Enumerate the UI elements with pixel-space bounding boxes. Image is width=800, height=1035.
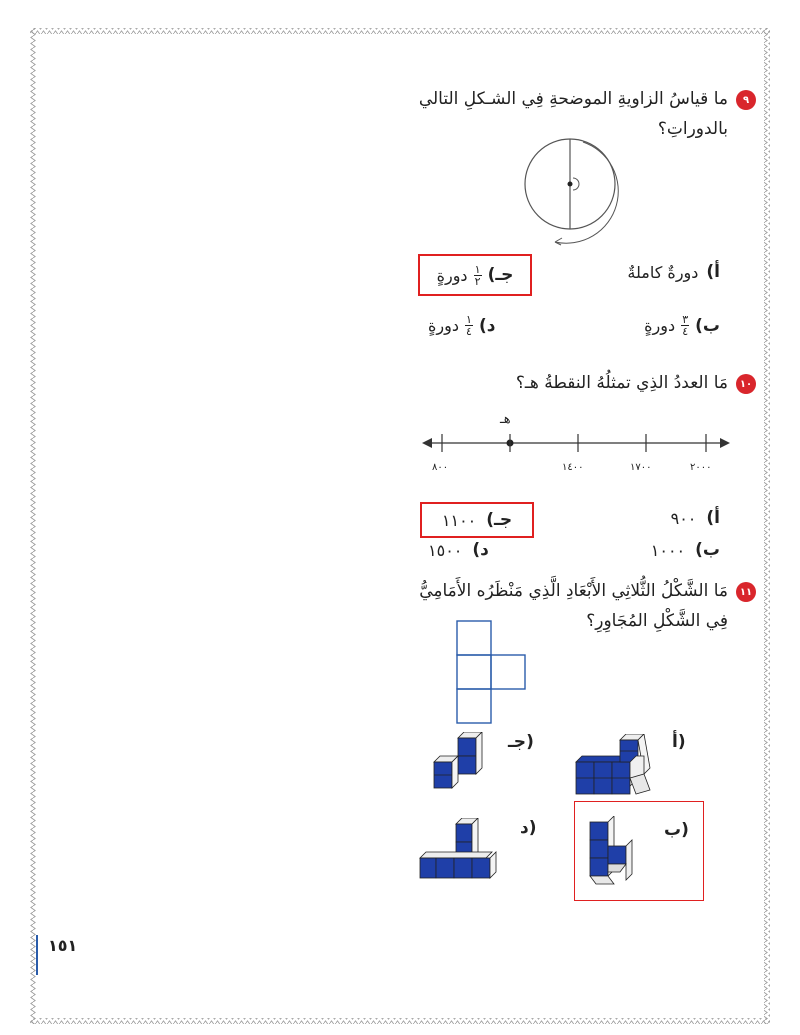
q9-option-d-text: دورةٍ <box>428 316 459 335</box>
q9-option-c-fraction <box>474 264 482 287</box>
q9-option-d-letter: د) <box>478 315 496 336</box>
q9-option-c-letter: جـ) <box>487 265 514 285</box>
tick-label-2000: ٢٠٠٠ <box>690 462 712 473</box>
q9-c-numerator: ١ <box>474 262 481 276</box>
question-11-text-line1: مَا الشَّكْلُ الثُّلاثِي الأَبْعَادِ الَّذِي مَنْظَرُه الأَمَامِيُّ <box>419 581 728 601</box>
tick-label-1700: ١٧٠٠ <box>630 462 652 473</box>
q9-option-d[interactable] <box>428 314 495 337</box>
page-number-accent-bar <box>36 935 38 975</box>
q10-option-b[interactable] <box>651 540 720 560</box>
q9-option-b-letter: ب) <box>695 315 720 336</box>
q9-option-a[interactable] <box>627 262 720 282</box>
q9-c-denominator: ٢ <box>474 274 481 288</box>
q9-d-numerator: ١ <box>466 313 472 326</box>
q11-option-c-letter[interactable]: جـ) <box>508 732 534 752</box>
number-line-figure <box>420 428 732 458</box>
number-line-point-label: هـ <box>500 412 511 427</box>
q9-option-a-text: دورةٌ كاملةٌ <box>627 262 699 282</box>
question-9-text-line1: ما قياسُ الزاويةِ الموضحةِ فِي الشـكلِ التالي <box>418 89 728 109</box>
q11-option-b-cube-figure[interactable] <box>584 816 644 892</box>
q9-option-b-text: دورةٍ <box>644 316 676 335</box>
q9-b-denominator: ٤ <box>682 325 689 338</box>
q10-option-a-letter: أ) <box>706 508 720 528</box>
question-10-text: مَا العددُ الذِي تمثلُهُ النقطةُ هـ؟ <box>515 373 728 393</box>
q11-option-a-letter[interactable]: أ) <box>672 732 686 752</box>
q10-option-c-highlighted[interactable] <box>420 502 534 538</box>
q11-option-d-letter[interactable]: د) <box>520 818 537 838</box>
q9-option-a-letter: أ) <box>706 262 720 282</box>
q9-b-numerator: ٣ <box>682 313 689 326</box>
q10-option-b-text: ١٠٠٠ <box>650 540 686 560</box>
q10-option-a[interactable] <box>671 508 720 528</box>
question-10-number-badge: ١٠ <box>736 374 756 394</box>
q11-option-a-cube-figure[interactable] <box>570 734 670 798</box>
tick-label-800: ٨٠٠ <box>432 462 449 473</box>
q9-option-b-fraction <box>681 314 689 337</box>
q9-d-denominator: ٤ <box>466 325 472 338</box>
q10-option-d-letter: د) <box>472 540 489 560</box>
q11-option-c-cube-figure[interactable] <box>430 732 500 794</box>
question-11-text-line2: فِي الشَّكْلِ المُجَاوِرِ؟ <box>586 611 728 631</box>
q11-option-b-letter[interactable]: ب) <box>664 820 689 840</box>
tick-label-1400: ١٤٠٠ <box>562 462 584 473</box>
q10-option-a-text: ٩٠٠ <box>670 508 697 528</box>
q10-option-c-letter: جـ) <box>486 510 513 530</box>
q11-option-d-cube-figure[interactable] <box>416 818 506 884</box>
q9-option-c-text: دورةٍ <box>436 265 468 285</box>
q9-option-b[interactable] <box>644 314 720 337</box>
q10-option-d[interactable] <box>428 540 489 560</box>
q9-option-c-highlighted[interactable] <box>418 254 532 296</box>
q10-option-d-text: ١٥٠٠ <box>428 540 463 560</box>
question-11-number-badge: ١١ <box>736 582 756 602</box>
front-view-net-figure <box>456 620 530 726</box>
full-turn-angle-figure <box>515 134 630 249</box>
question-9-text-line2: بالدوراتِ؟ <box>657 119 728 139</box>
page-number: ١٥١ <box>48 936 78 955</box>
q9-option-d-fraction <box>465 314 473 337</box>
question-9-number-badge: ٩ <box>736 90 756 110</box>
q10-option-b-letter: ب) <box>695 540 720 560</box>
q10-option-c-text: ١١٠٠ <box>441 510 477 530</box>
